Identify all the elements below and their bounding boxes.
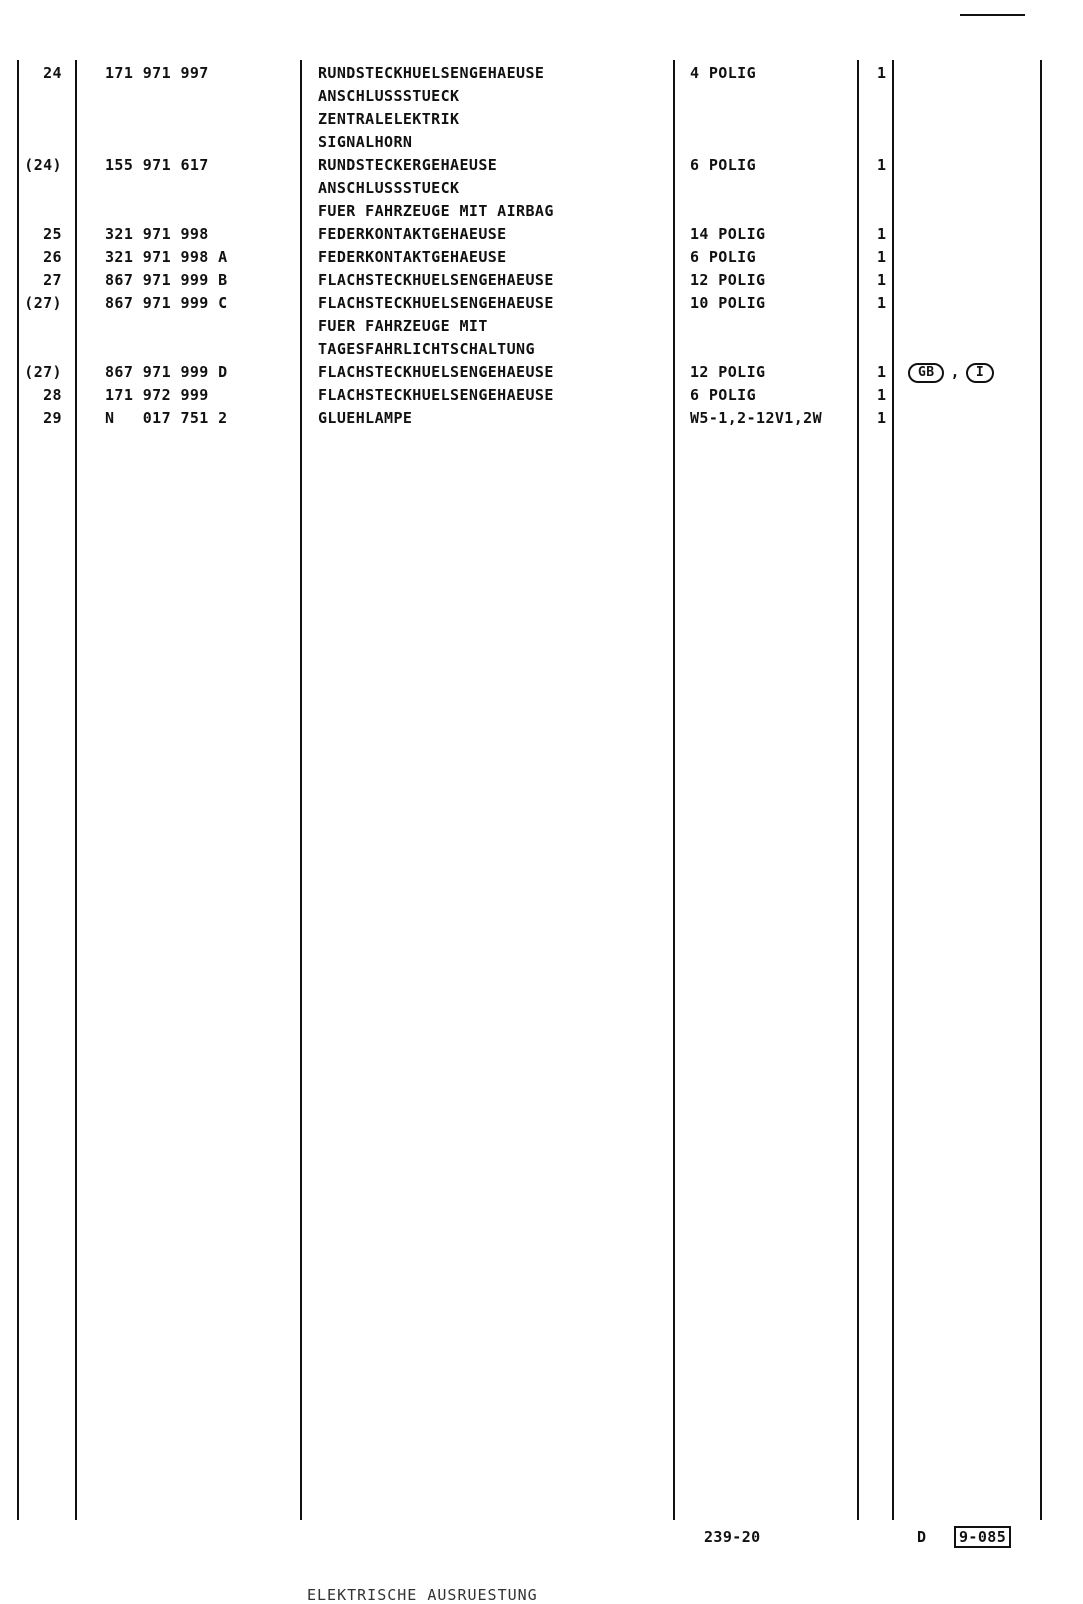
column-rule-pos <box>75 60 77 1520</box>
row-description: ANSCHLUSSSTUECK <box>318 87 460 105</box>
row-specification: 12 POLIG <box>690 271 766 289</box>
row-description: FUER FAHRZEUGE MIT <box>318 317 488 335</box>
row-description: TAGESFAHRLICHTSCHALTUNG <box>318 340 535 358</box>
row-specification: 10 POLIG <box>690 294 766 312</box>
page-reference: 239-20 <box>704 1528 761 1546</box>
row-position: 25 <box>43 225 62 243</box>
row-part-number: 155 971 617 <box>105 156 209 174</box>
row-part-number: 171 971 997 <box>105 64 209 82</box>
row-part-number: 321 971 998 A <box>105 248 228 266</box>
row-description: FLACHSTECKHUELSENGEHAEUSE <box>318 294 554 312</box>
row-position: 24 <box>43 64 62 82</box>
row-part-number: 321 971 998 <box>105 225 209 243</box>
row-quantity: 1 <box>877 225 887 243</box>
row-specification: 6 POLIG <box>690 248 757 266</box>
country-marker: I <box>966 363 994 383</box>
column-rule-spec <box>857 60 859 1520</box>
row-description: FEDERKONTAKTGEHAEUSE <box>318 225 507 243</box>
top-rule <box>960 14 1025 16</box>
row-description: FLACHSTECKHUELSENGEHAEUSE <box>318 363 554 381</box>
row-specification: W5-1,2-12V1,2W <box>690 409 823 427</box>
sheet-number: 9-085 <box>954 1526 1011 1548</box>
row-description: FLACHSTECKHUELSENGEHAEUSE <box>318 271 554 289</box>
row-position: (27) <box>24 363 62 381</box>
row-quantity: 1 <box>877 294 887 312</box>
row-description: SIGNALHORN <box>318 133 413 151</box>
marker-separator: , <box>950 363 960 381</box>
row-specification: 6 POLIG <box>690 156 757 174</box>
row-description: ZENTRALELEKTRIK <box>318 110 460 128</box>
row-specification: 12 POLIG <box>690 363 766 381</box>
row-part-number: 867 971 999 C <box>105 294 228 312</box>
row-position: (27) <box>24 294 62 312</box>
country-code: D <box>917 1528 927 1546</box>
row-quantity: 1 <box>877 386 887 404</box>
row-specification: 14 POLIG <box>690 225 766 243</box>
column-rule-desc <box>673 60 675 1520</box>
column-rule-part <box>300 60 302 1520</box>
row-position: 29 <box>43 409 62 427</box>
row-part-number: 867 971 999 B <box>105 271 228 289</box>
row-country-markers <box>908 361 994 384</box>
row-position: 27 <box>43 271 62 289</box>
row-quantity: 1 <box>877 248 887 266</box>
row-quantity: 1 <box>877 409 887 427</box>
country-marker: GB <box>908 363 944 383</box>
row-description: FEDERKONTAKTGEHAEUSE <box>318 248 507 266</box>
row-specification: 6 POLIG <box>690 386 757 404</box>
row-description: ANSCHLUSSSTUECK <box>318 179 460 197</box>
row-quantity: 1 <box>877 363 887 381</box>
row-part-number: 171 972 999 <box>105 386 209 404</box>
row-position: 26 <box>43 248 62 266</box>
row-description: FLACHSTECKHUELSENGEHAEUSE <box>318 386 554 404</box>
column-rule-qty <box>892 60 894 1520</box>
row-specification: 4 POLIG <box>690 64 757 82</box>
row-description: RUNDSTECKERGEHAEUSE <box>318 156 498 174</box>
row-part-number: 867 971 999 D <box>105 363 228 381</box>
row-description: RUNDSTECKHUELSENGEHAEUSE <box>318 64 545 82</box>
section-title: ELEKTRISCHE AUSRUESTUNG <box>307 1586 538 1604</box>
row-quantity: 1 <box>877 156 887 174</box>
row-part-number: N 017 751 2 <box>105 409 228 427</box>
row-description: GLUEHLAMPE <box>318 409 413 427</box>
row-description: FUER FAHRZEUGE MIT AIRBAG <box>318 202 554 220</box>
row-position: (24) <box>24 156 62 174</box>
row-position: 28 <box>43 386 62 404</box>
row-quantity: 1 <box>877 271 887 289</box>
row-quantity: 1 <box>877 64 887 82</box>
column-rule-right <box>1040 60 1042 1520</box>
